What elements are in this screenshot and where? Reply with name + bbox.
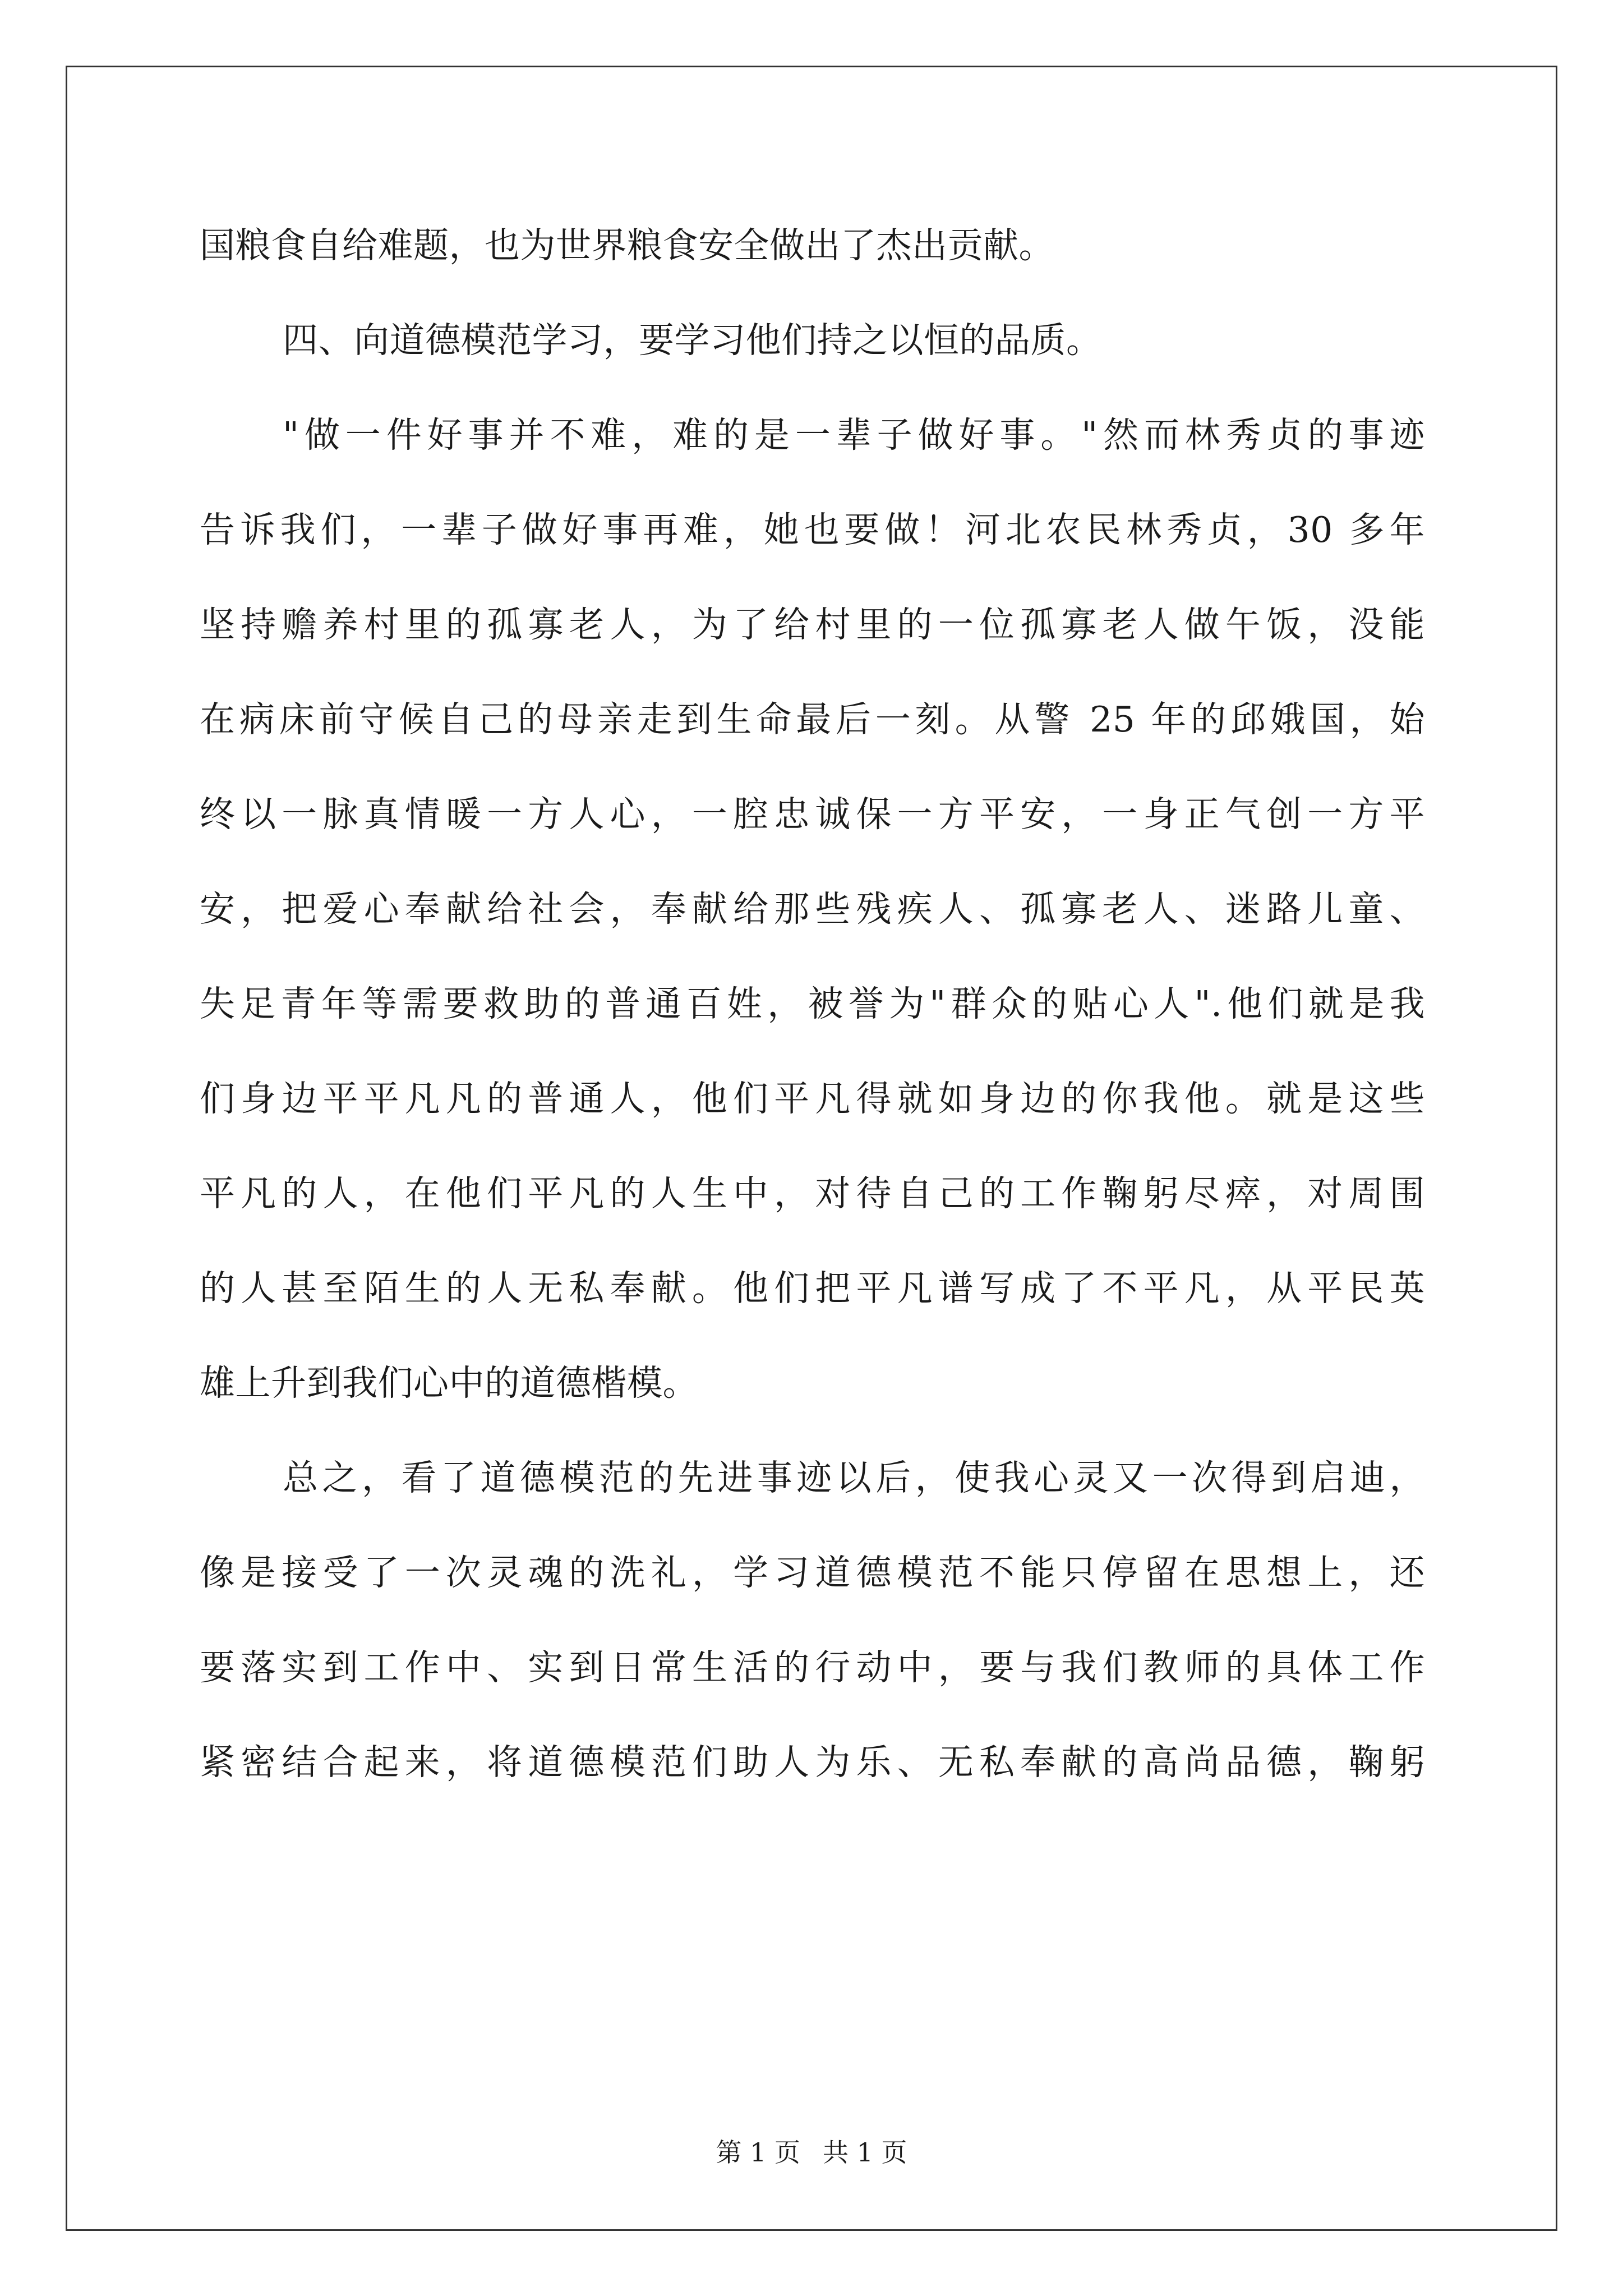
text-line: 告诉我们，一辈子做好事再难，她也要做！河北农民林秀贞，30 多年 [200,509,1425,550]
text-line: 坚持赡养村里的孤寡老人，为了给村里的一位孤寡老人做午饭，没能 [200,604,1425,645]
page-border [66,66,1557,2231]
text-line: 总之，看了道德模范的先进事迹以后，使我心灵又一次得到启迪， [283,1457,1425,1498]
page-footer [0,2136,1623,2169]
text-line: 终以一脉真情暖一方人心，一腔忠诚保一方平安，一身正气创一方平 [200,794,1425,835]
text-line: 们身边平平凡凡的普通人，他们平凡得就如身边的你我他。就是这些 [200,1078,1425,1119]
text-line: 平凡的人，在他们平凡的人生中，对待自己的工作鞠躬尽瘁，对周围 [200,1173,1425,1214]
page-number: 第 1 页 [716,2137,800,2168]
text-line: 的人甚至陌生的人无私奉献。他们把平凡谱写成了不平凡，从平民英 [200,1268,1425,1309]
text-line: 像是接受了一次灵魂的洗礼，学习道德模范不能只停留在思想上，还 [200,1552,1425,1593]
text-line: 紧密结合起来，将道德模范们助人为乐、无私奉献的高尚品德，鞠躬 [200,1742,1425,1783]
text-line: 国粮食自给难题，也为世界粮食安全做出了杰出贡献。 [200,225,1054,266]
text-line: 安，把爱心奉献给社会，奉献给那些残疾人、孤寡老人、迷路儿童、 [200,889,1425,930]
page-total: 共 1 页 [823,2137,907,2168]
text-line: 要落实到工作中、实到日常生活的行动中，要与我们教师的具体工作 [200,1647,1425,1688]
text-line: "做一件好事并不难，难的是一辈子做好事。"然而林秀贞的事迹 [283,415,1425,455]
section-heading: 四、向道德模范学习，要学习他们持之以恒的品质。 [283,320,1102,361]
text-line: 雄上升到我们心中的道德楷模。 [200,1363,698,1404]
text-line: 在病床前守候自己的母亲走到生命最后一刻。从警 25 年的邱娥国，始 [200,699,1425,740]
text-line: 失足青年等需要救助的普通百姓，被誉为"群众的贴心人".他们就是我 [200,983,1425,1024]
